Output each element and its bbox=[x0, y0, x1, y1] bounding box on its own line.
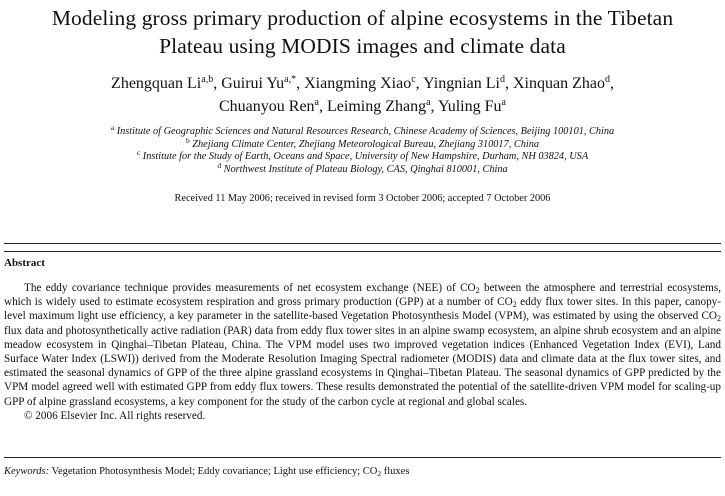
author-name: Xiangming Xiao bbox=[304, 75, 412, 92]
author-affiliation-mark: a bbox=[426, 97, 431, 108]
abstract-rule bbox=[4, 251, 721, 252]
keywords-subscript: 2 bbox=[377, 469, 382, 478]
author-affiliation-mark: a,* bbox=[284, 74, 297, 85]
abstract-text bbox=[4, 281, 721, 409]
author-separator: , bbox=[319, 98, 327, 115]
author-name: Xinquan Zhao bbox=[512, 75, 605, 92]
affiliation-text: Northwest Institute of Plateau Biology, CAS, Qinghai 810001, China bbox=[221, 163, 508, 175]
author-affiliation-mark: d bbox=[499, 74, 505, 85]
affiliation-item bbox=[0, 160, 725, 177]
author-name: Chuanyou Ren bbox=[219, 98, 315, 115]
author-line-1 bbox=[0, 72, 725, 95]
subscript: 2 bbox=[475, 286, 480, 295]
keywords-text: Vegetation Photosynthesis Model; Eddy covariance; Light use efficiency; CO bbox=[51, 466, 378, 477]
author-name: Guirui Yu bbox=[221, 75, 285, 92]
affiliation-mark: a bbox=[110, 123, 115, 132]
author-affiliation-mark: c bbox=[411, 74, 416, 85]
author-separator: , bbox=[415, 75, 424, 92]
affiliation-mark: c bbox=[136, 148, 141, 157]
keywords-rule bbox=[4, 457, 721, 458]
abstract-body bbox=[4, 281, 721, 423]
author-name: Yuling Fu bbox=[437, 98, 502, 115]
author-name: Leiming Zhang bbox=[327, 98, 427, 115]
affiliation-text: Institute of Geographic Sciences and Natural Resources Research, Chinese Academy of Sciences, Beijing 100101, China bbox=[114, 126, 615, 137]
title-line-2: Plateau using MODIS images and climate data bbox=[159, 34, 566, 58]
abstract-text-segment: flux data and photosynthetically active radiation (PAR) data from eddy flux tower sites in an alpine swamp ecosystem, an alpine shrub ecosystem and an alpine meadow ecosystem in Qinghai–Tibetan Plateau, China. The VPM model uses two improved vegetation indices (Enhanced Vegetation Index (EVI), Land Surface Water Index (LSWI)) derived from the Moderate Resolution Imaging Spectral radiometer (MODIS) data and climate data at the flux tower sites, and estimated the seasonal dynamics of GPP of the three alpine grassland ecosystems in Qinghai–Tibetan Plateau. The seasonal dynamics of GPP predicted by the VPM model agreed well with estimated GPP from eddy flux towers. These results demonstrated the potential of the satellite-driven VPM model for scaling-up GPP of alpine grassland ecosystems, a key component for the study of the carbon cycle at regional and global scales. bbox=[4, 324, 721, 408]
subscript: 2 bbox=[512, 300, 517, 310]
author-affiliation-mark: a,b bbox=[201, 74, 214, 85]
title-line-1: Modeling gross primary production of alpine ecosystems in the Tibetan bbox=[51, 6, 674, 30]
top-rule bbox=[4, 243, 721, 244]
author-separator: , bbox=[504, 75, 513, 92]
affiliation-mark: d bbox=[217, 160, 222, 170]
author-list bbox=[0, 72, 725, 118]
paper-title bbox=[0, 4, 725, 60]
received-dates: Received 11 May 2006; received in revised form 3 October 2006; accepted 7 October 2006 bbox=[174, 193, 551, 204]
affiliation-item bbox=[0, 123, 725, 139]
author-name: Yingnian Li bbox=[423, 75, 500, 92]
author-affiliation-mark: d bbox=[604, 74, 610, 85]
author-separator: , bbox=[430, 98, 438, 115]
affiliation-text: Institute for the Study of Earth, Oceans and Space, University of New Hampshire, Durham, NH 03824, USA bbox=[140, 151, 589, 162]
abstract-heading: Abstract bbox=[4, 257, 45, 269]
abstract-text-segment: The eddy covariance technique provides measurements of net ecosystem exchange (NEE) of CO bbox=[24, 282, 476, 294]
author-name: Zhengquan Li bbox=[111, 75, 202, 92]
keywords bbox=[4, 466, 409, 477]
abstract-text-segment: eddy flux tower sites. In this paper, canopy-level maximum light use efficiency, a key parameter in the satellite-based Vegetation Photosynthesis Model (VPM), was estimated by using the observed CO bbox=[4, 296, 721, 323]
abstract-text-segment: between the atmosphere and terrestrial ecosystems, which is widely used to estimate ecosystem respiration and gross primary production (GPP) at a number of CO bbox=[4, 282, 721, 309]
author-affiliation-mark: a bbox=[314, 97, 319, 108]
author-line-2 bbox=[0, 95, 725, 118]
affiliation-mark: b bbox=[185, 135, 190, 145]
affiliation-item bbox=[0, 135, 725, 152]
keywords-tail: fluxes bbox=[381, 466, 410, 477]
affiliation-item bbox=[0, 148, 725, 164]
copyright-notice: © 2006 Elsevier Inc. All rights reserved. bbox=[24, 409, 206, 422]
keywords-label: Keywords: bbox=[4, 466, 50, 477]
author-separator: , bbox=[609, 75, 614, 92]
affiliation-list bbox=[0, 123, 725, 176]
affiliation-text: Zhejiang Climate Center, Zhejiang Meteorological Bureau, Zhejiang 310017, China bbox=[189, 138, 540, 150]
author-separator: , bbox=[213, 75, 222, 92]
author-separator: , bbox=[296, 75, 305, 92]
author-affiliation-mark: a bbox=[501, 97, 506, 108]
subscript: 2 bbox=[717, 314, 721, 324]
